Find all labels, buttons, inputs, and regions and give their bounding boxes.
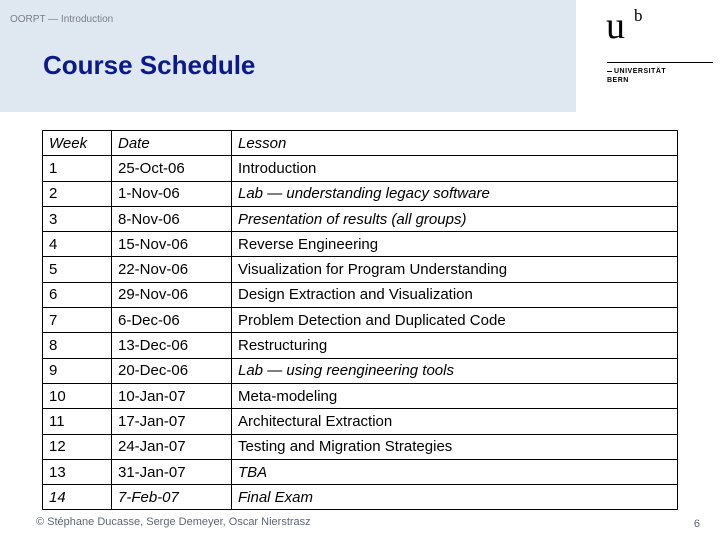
cell-lesson: Lab — understanding legacy software <box>232 181 678 206</box>
cell-lesson: Lab — using reengineering tools <box>232 358 678 383</box>
cell-week: 14 <box>43 485 112 510</box>
table-header-row <box>43 131 678 156</box>
cell-date: 31-Jan-07 <box>112 459 232 484</box>
cell-date: 24-Jan-07 <box>112 434 232 459</box>
cell-date: 22-Nov-06 <box>112 257 232 282</box>
logo-u-glyph: u <box>606 5 625 47</box>
cell-week: 2 <box>43 181 112 206</box>
cell-lesson: Reverse Engineering <box>232 232 678 257</box>
table-row <box>43 333 678 358</box>
cell-date: 8-Nov-06 <box>112 206 232 231</box>
column-header-lesson: Lesson <box>232 131 678 156</box>
table-row <box>43 409 678 434</box>
table-row <box>43 156 678 181</box>
cell-date: 20-Dec-06 <box>112 358 232 383</box>
page-title: Course Schedule <box>43 50 256 80</box>
logo-line-2: BERN <box>607 77 629 84</box>
cell-week: 6 <box>43 282 112 307</box>
table-row <box>43 434 678 459</box>
cell-lesson: Architectural Extraction <box>232 409 678 434</box>
cell-lesson: Final Exam <box>232 485 678 510</box>
cell-lesson: TBA <box>232 459 678 484</box>
cell-date: 17-Jan-07 <box>112 409 232 434</box>
table-row <box>43 308 678 333</box>
copyright-footer: © Stéphane Ducasse, Serge Demeyer, Oscar Nierstrasz <box>36 516 311 528</box>
cell-lesson: Presentation of results (all groups) <box>232 206 678 231</box>
cell-date: 10-Jan-07 <box>112 383 232 408</box>
cell-date: 25-Oct-06 <box>112 156 232 181</box>
breadcrumb: OORPT — Introduction <box>10 14 114 25</box>
logo-b-glyph: b <box>634 6 643 25</box>
table-row <box>43 181 678 206</box>
cell-week: 13 <box>43 459 112 484</box>
table-row <box>43 206 678 231</box>
column-header-date: Date <box>112 131 232 156</box>
cell-lesson: Testing and Migration Strategies <box>232 434 678 459</box>
table-row <box>43 257 678 282</box>
cell-lesson: Problem Detection and Duplicated Code <box>232 308 678 333</box>
cell-date: 7-Feb-07 <box>112 485 232 510</box>
schedule-table <box>42 130 678 510</box>
slide-header <box>0 0 576 112</box>
logo-text <box>607 67 666 85</box>
cell-week: 11 <box>43 409 112 434</box>
column-header-week: Week <box>43 131 112 156</box>
table-row <box>43 383 678 408</box>
page-number: 6 <box>693 518 700 530</box>
cell-week: 3 <box>43 206 112 231</box>
cell-date: 15-Nov-06 <box>112 232 232 257</box>
cell-date: 13-Dec-06 <box>112 333 232 358</box>
cell-date: 6-Dec-06 <box>112 308 232 333</box>
cell-week: 1 <box>43 156 112 181</box>
cell-week: 8 <box>43 333 112 358</box>
cell-week: 12 <box>43 434 112 459</box>
cell-week: 10 <box>43 383 112 408</box>
table-row <box>43 485 678 510</box>
table-row <box>43 232 678 257</box>
cell-lesson: Restructuring <box>232 333 678 358</box>
cell-week: 7 <box>43 308 112 333</box>
table-row <box>43 282 678 307</box>
cell-lesson: Introduction <box>232 156 678 181</box>
cell-date: 29-Nov-06 <box>112 282 232 307</box>
cell-lesson: Meta-modeling <box>232 383 678 408</box>
cell-week: 9 <box>43 358 112 383</box>
logo-line-1: UNIVERSITÄT <box>607 67 666 76</box>
logo-divider <box>607 62 713 63</box>
table-row <box>43 358 678 383</box>
cell-date: 1-Nov-06 <box>112 181 232 206</box>
cell-week: 4 <box>43 232 112 257</box>
cell-week: 5 <box>43 257 112 282</box>
university-logo <box>576 0 720 112</box>
cell-lesson: Visualization for Program Understanding <box>232 257 678 282</box>
table-row <box>43 459 678 484</box>
cell-lesson: Design Extraction and Visualization <box>232 282 678 307</box>
